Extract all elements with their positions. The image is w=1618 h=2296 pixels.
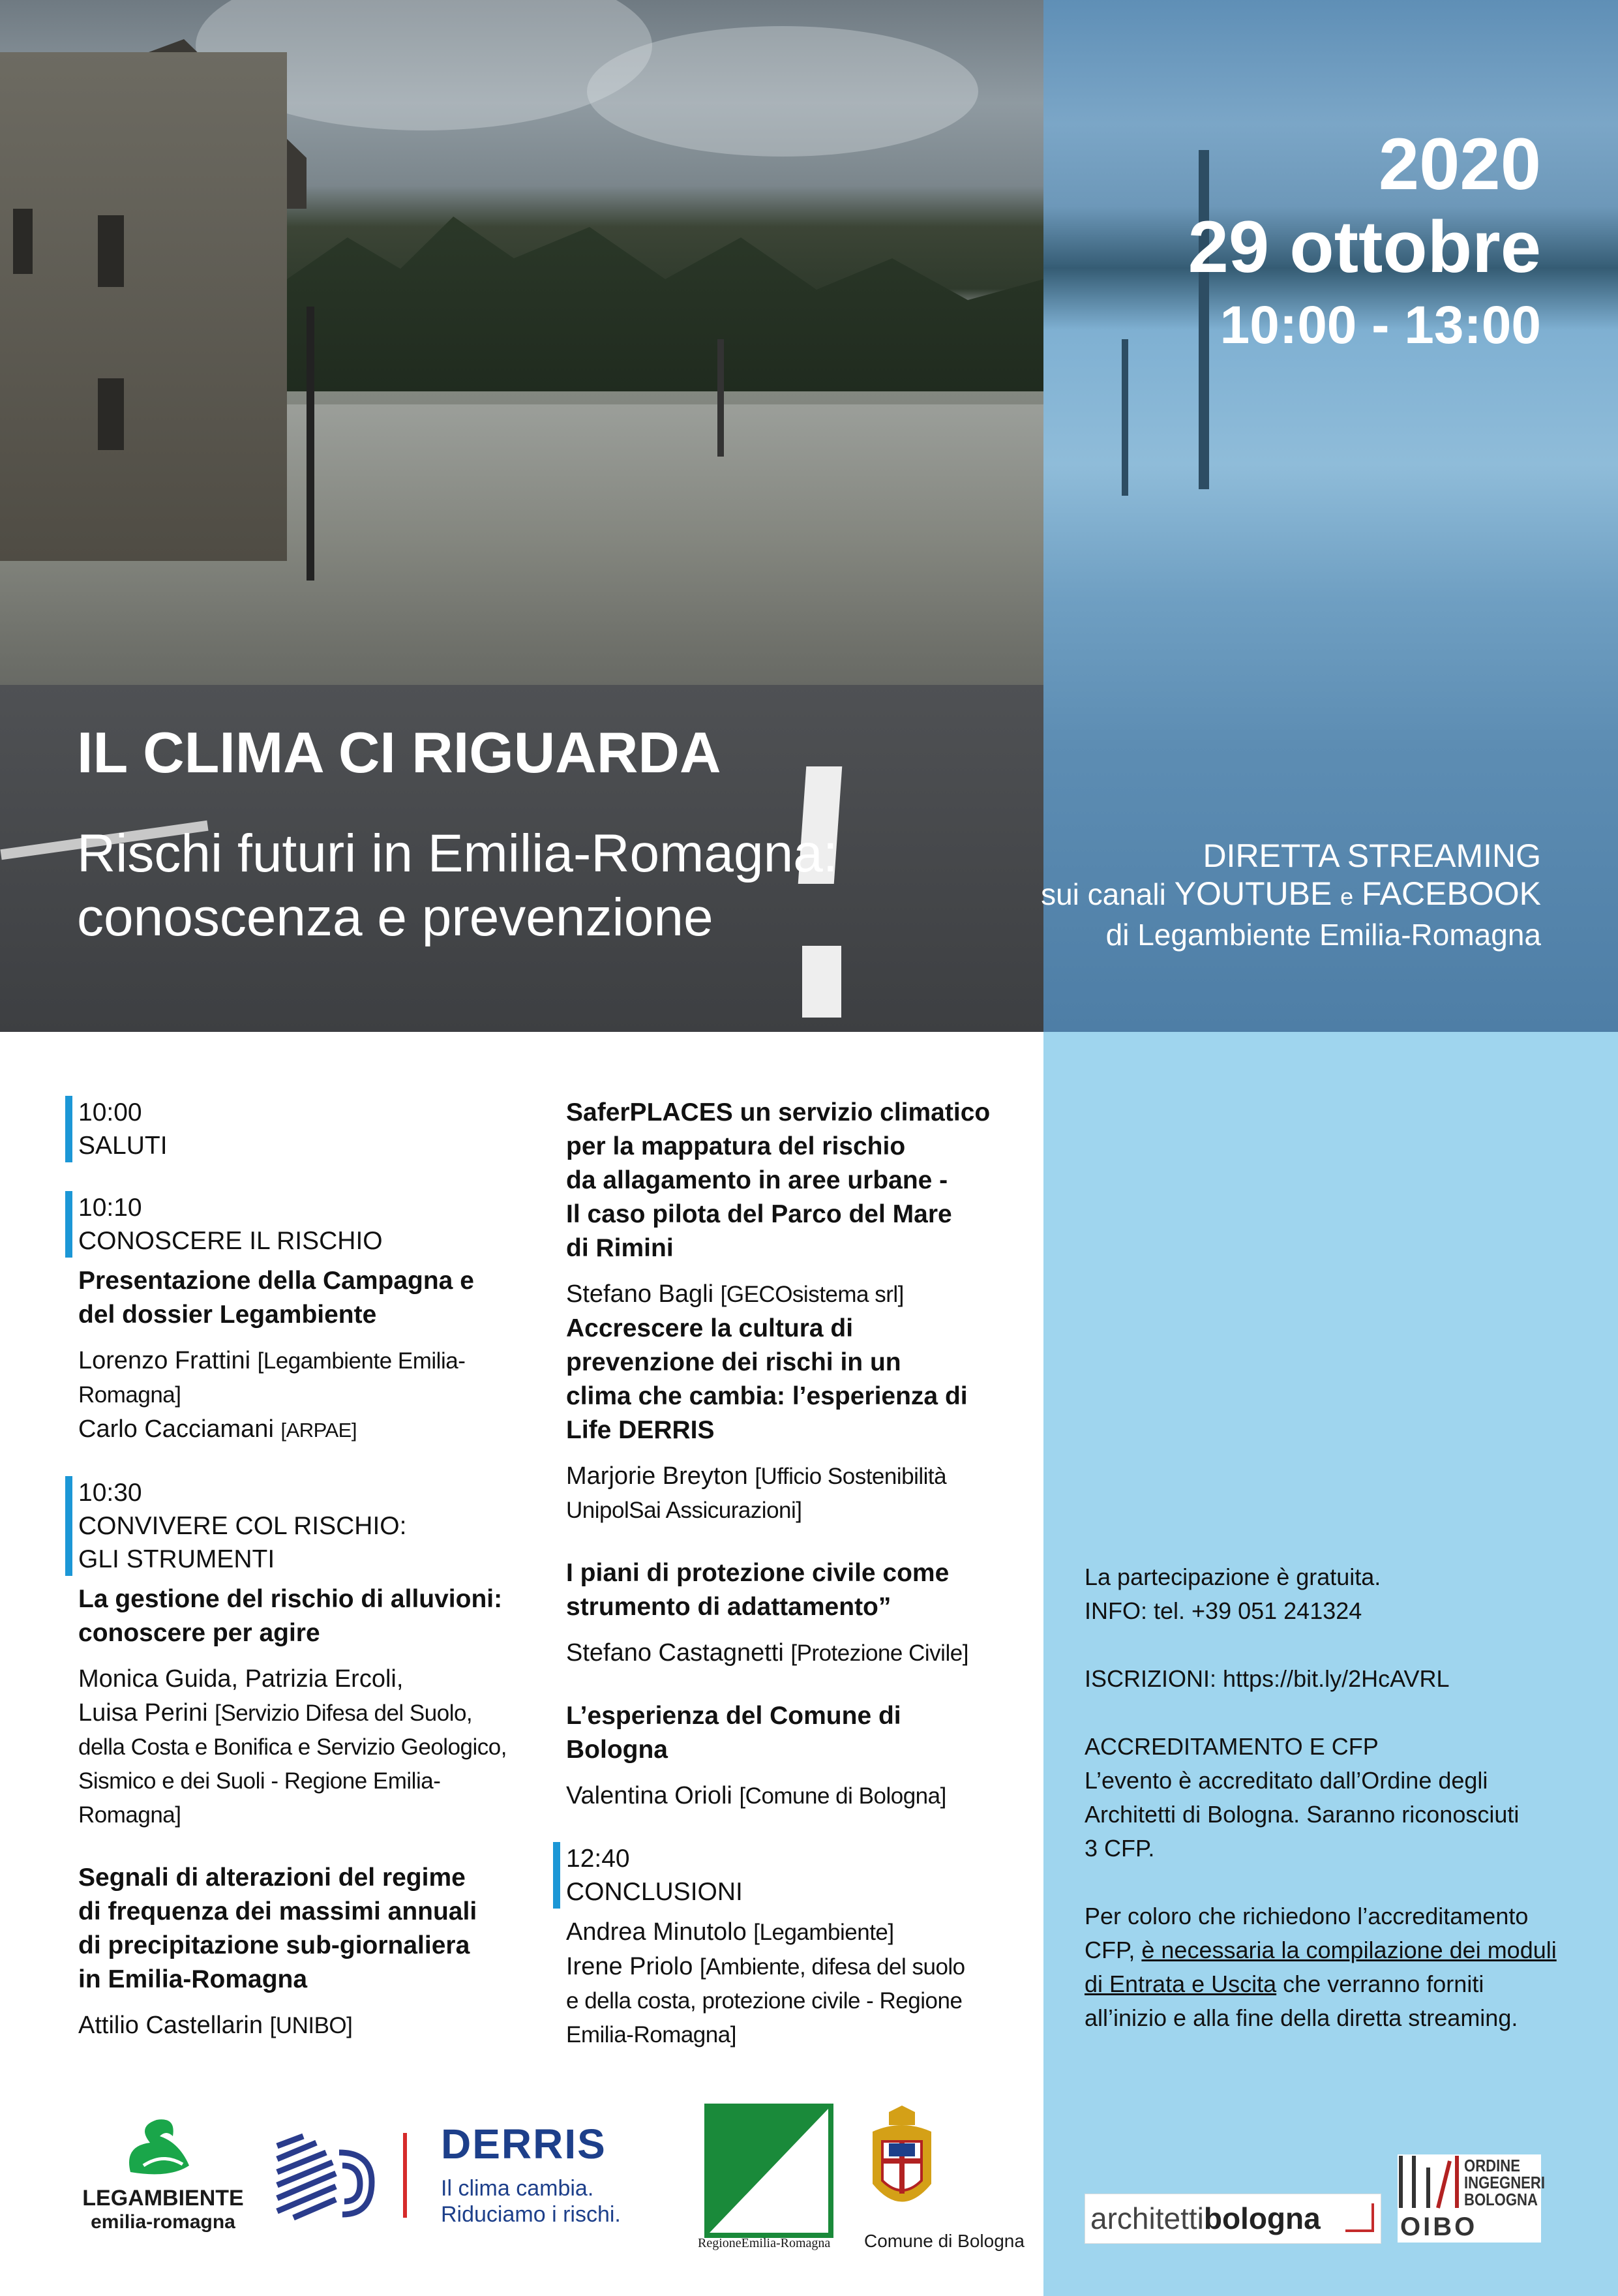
- cfp-heading: ACCREDITAMENTO E CFP: [1085, 1733, 1379, 1760]
- youtube-label: YOUTUBE: [1174, 875, 1332, 912]
- slot-time: 10:30: [78, 1479, 142, 1507]
- speaker-name: Monica Guida, Patrizia Ercoli,: [78, 1665, 404, 1693]
- event-time: 10:00 - 13:00: [1220, 295, 1541, 355]
- talk-title-line: L’esperienza del Comune di: [566, 1702, 901, 1730]
- streaming-pre: sui canali: [1041, 877, 1166, 911]
- talk-speakers: [78, 2008, 535, 2043]
- slot-label: CONOSCERE IL RISCHIO: [78, 1227, 383, 1255]
- speaker-line: [566, 1950, 1030, 1984]
- talk-speakers: [566, 1277, 1030, 1312]
- speaker-affiliation: [Legambiente Emilia-: [257, 1348, 466, 1374]
- derris-tagline: [441, 2175, 621, 2228]
- regione-triangle-icon: [710, 2109, 828, 2233]
- derris-tagline-line: Riduciamo i rischi.: [441, 2202, 621, 2227]
- talk-title: [566, 1312, 1030, 1447]
- legambiente-name: LEGAMBIENTE: [82, 2186, 244, 2211]
- regione-logo: [704, 2104, 833, 2238]
- talk-title-line: Life DERRIS: [566, 1416, 715, 1444]
- time-slot: [65, 1476, 535, 1576]
- oibo-logo: [1398, 2154, 1546, 2243]
- cloud: [587, 26, 978, 157]
- sign-pole: [717, 339, 724, 457]
- speaker-affiliation: Emilia-Romagna]: [566, 2022, 736, 2047]
- talk-speakers: [566, 1779, 1030, 1813]
- time-slot: [553, 1842, 1030, 1909]
- speaker-line: [78, 1696, 535, 1730]
- speaker-affiliation: [GECOsistema srl]: [720, 1282, 904, 1307]
- event-title: IL CLIMA CI RIGUARDA: [77, 720, 721, 785]
- derris-tagline-line: Il clima cambia.: [441, 2176, 594, 2201]
- conjunction: e: [1340, 883, 1354, 910]
- modules-link[interactable]: è necessaria la compilazione dei moduli: [1141, 1937, 1557, 1963]
- speaker-line: [566, 1459, 1030, 1494]
- talk-title: [566, 1699, 1030, 1767]
- slot-label: CONVIVERE COL RISCHIO:: [78, 1512, 407, 1540]
- bologna-crest-icon: [860, 2106, 944, 2226]
- legambiente-region: emilia-romagna: [91, 2211, 235, 2233]
- speaker-affiliation: [UNIBO]: [269, 2013, 353, 2038]
- talk-title-line: del dossier Legambiente: [78, 1301, 377, 1329]
- speaker-affiliation: Romagna]: [78, 1802, 181, 1828]
- talk-speakers: [566, 1915, 1030, 2052]
- talk-title-line: Bologna: [566, 1736, 668, 1764]
- slot-time: 10:10: [78, 1194, 142, 1222]
- facebook-label: FACEBOOK: [1361, 875, 1541, 912]
- talk-title-line: Il caso pilota del Parco del Mare: [566, 1200, 952, 1228]
- sign-pole: [1122, 339, 1128, 496]
- talk-title-line: da allagamento in aree urbane -: [566, 1166, 948, 1194]
- talk-title-line: prevenzione dei rischi in un: [566, 1348, 901, 1376]
- talk-title-line: di precipitazione sub-giornaliera: [78, 1931, 470, 1959]
- cfp-text: L’evento è accreditato dall’Ordine degli: [1085, 1767, 1488, 1794]
- subtitle-line: Rischi futuri in Emilia-Romagna:: [77, 824, 838, 883]
- speaker-name: Luisa Perini: [78, 1699, 208, 1727]
- streaming-host: di Legambiente Emilia-Romagna: [1105, 918, 1541, 952]
- derris-wave-icon: [274, 2133, 378, 2221]
- req-text: [1085, 1967, 1567, 2001]
- talk-title: [566, 1096, 1030, 1265]
- speaker-line: [78, 1344, 535, 1378]
- talk-title: [566, 1556, 1030, 1624]
- free-note: La partecipazione è gratuita.: [1085, 1563, 1381, 1590]
- event-day: 29 ottobre: [1188, 206, 1541, 288]
- subtitle-line: conoscenza e prevenzione: [77, 888, 713, 947]
- talk-title-line: di frequenza dei massimi annuali: [78, 1897, 477, 1926]
- speaker-line: [78, 1412, 535, 1447]
- speaker-affiliation: Sismico e dei Suoli - Regione Emilia-: [78, 1768, 441, 1794]
- talk-speakers: [78, 1662, 535, 1832]
- arch-mark-icon: [1345, 2203, 1374, 2232]
- speaker-affiliation: [Ufficio Sostenibilità: [755, 1464, 947, 1489]
- oibo-line: INGEGNERI: [1464, 2173, 1546, 2192]
- comune-label: Comune di Bologna: [864, 2231, 1025, 2251]
- req-text: CFP,: [1085, 1937, 1135, 1963]
- program-column-2: [561, 1096, 1030, 2052]
- treeline: [287, 196, 1043, 404]
- oibo-line: ORDINE: [1464, 2156, 1520, 2175]
- talk-title: [78, 1861, 535, 1997]
- speaker-name: Stefano Castagnetti: [566, 1639, 784, 1667]
- program-column-1: [65, 1096, 535, 2043]
- speaker-line: [566, 1636, 1030, 1670]
- talk-title-line: in Emilia-Romagna: [78, 1965, 308, 1993]
- speaker-line: [78, 2008, 535, 2043]
- speaker-affiliation: [ARPAE]: [280, 1419, 357, 1442]
- speaker-name: Irene Priolo: [566, 1953, 693, 1980]
- window: [98, 215, 124, 287]
- slot-time: 12:40: [566, 1845, 630, 1873]
- slot-label: GLI STRUMENTI: [78, 1545, 275, 1573]
- speaker-affiliation: [Protezione Civile]: [790, 1640, 968, 1666]
- oibo-acronym: OIBO: [1400, 2213, 1478, 2241]
- talk-title-line: Accrescere la cultura di: [566, 1314, 854, 1342]
- speaker-affiliation: [Ambiente, difesa del suolo: [699, 1954, 965, 1980]
- talk-title-line: Segnali di alterazioni del regime: [78, 1864, 466, 1892]
- signup-link[interactable]: ISCRIZIONI: https://bit.ly/2HcAVRL: [1085, 1665, 1450, 1692]
- time-slot: [65, 1191, 535, 1258]
- streaming-channels: [1041, 875, 1541, 916]
- speaker-line: [566, 1277, 1030, 1312]
- talk-title-line: La gestione del rischio di alluvioni:: [78, 1585, 503, 1613]
- speaker-name: Stefano Bagli: [566, 1280, 714, 1308]
- speaker-line: [566, 1779, 1030, 1813]
- architetti-bologna-logo: [1085, 2194, 1381, 2244]
- flooded-house: [0, 52, 287, 561]
- speaker-affiliation: Romagna]: [78, 1382, 181, 1408]
- legambiente-logo: [72, 2107, 254, 2244]
- streaming-heading: DIRETTA STREAMING: [1203, 838, 1541, 874]
- talk-title-line: di Rimini: [566, 1234, 674, 1262]
- talk-title-line: I piani di protezione civile come: [566, 1559, 950, 1587]
- event-year: 2020: [1378, 123, 1541, 205]
- talk-title-line: conoscere per agire: [78, 1619, 320, 1647]
- speaker-affiliation: [Legambiente]: [753, 1920, 894, 1945]
- oibo-title: [1464, 2157, 1545, 2208]
- talk-speakers: [566, 1459, 1030, 1528]
- derris-logo-title: DERRIS: [441, 2121, 607, 2168]
- talk-speakers: [78, 1344, 535, 1447]
- regione-label: RegioneEmilia-Romagna: [698, 2236, 831, 2250]
- speaker-name: Lorenzo Frattini: [78, 1347, 251, 1374]
- swan-icon: [117, 2107, 209, 2185]
- talk-title-line: strumento di adattamento”: [566, 1593, 891, 1621]
- speaker-affiliation: della Costa e Bonifica e Servizio Geologico,: [78, 1734, 507, 1760]
- modules-link[interactable]: di Entrata e Uscita: [1085, 1971, 1277, 1997]
- streaming-info: [1041, 837, 1541, 954]
- event-subtitle: [77, 822, 1055, 950]
- cfp-text: Architetti di Bologna. Saranno riconosciuti: [1085, 1801, 1520, 1828]
- req-text: all’inizio e alla fine della diretta streaming.: [1085, 2004, 1518, 2031]
- speaker-affiliation: e della costa, protezione civile - Regione: [566, 1988, 963, 2014]
- info-block: [1085, 1560, 1567, 2035]
- speaker-name: Valentina Orioli: [566, 1782, 732, 1809]
- logo-divider: [403, 2133, 407, 2218]
- contact-phone[interactable]: INFO: tel. +39 051 241324: [1085, 1597, 1362, 1624]
- cfp-text: 3 CFP.: [1085, 1835, 1155, 1862]
- oibo-line: BOLOGNA: [1464, 2190, 1538, 2209]
- window: [13, 209, 33, 274]
- talk-title-line: Presentazione della Campagna e: [78, 1267, 474, 1295]
- talk-title-line: clima che cambia: l’esperienza di: [566, 1382, 968, 1410]
- talk-title: [78, 1582, 535, 1650]
- slot-label: SALUTI: [78, 1132, 168, 1160]
- talk-title: [78, 1264, 535, 1332]
- talk-title-line: SaferPLACES un servizio climatico: [566, 1098, 991, 1126]
- req-text: Per coloro che richiedono l’accreditamento: [1085, 1903, 1529, 1929]
- speaker-name: Attilio Castellarin: [78, 2012, 263, 2039]
- speaker-affiliation: [Servizio Difesa del Suolo,: [215, 1700, 473, 1726]
- req-text: che verranno forniti: [1283, 1971, 1484, 1997]
- window: [98, 378, 124, 450]
- speaker-affiliation: [Comune di Bologna]: [739, 1783, 946, 1809]
- slot-label: CONCLUSIONI: [566, 1878, 743, 1906]
- road-marking: [802, 946, 841, 1018]
- speaker-name: Andrea Minutolo: [566, 1918, 747, 1946]
- req-text: [1085, 1933, 1567, 1967]
- time-slot: [65, 1096, 535, 1162]
- speaker-affiliation: UnipolSai Assicurazioni]: [566, 1498, 802, 1523]
- speaker-line: [566, 1915, 1030, 1950]
- talk-title-line: per la mappatura del rischio: [566, 1132, 906, 1160]
- speaker-name: Marjorie Breyton: [566, 1462, 748, 1490]
- arch-text: architetti: [1090, 2201, 1204, 2235]
- arch-text-bold: bologna: [1203, 2201, 1321, 2235]
- slot-time: 10:00: [78, 1098, 142, 1126]
- talk-speakers: [566, 1636, 1030, 1670]
- speaker-name: Carlo Cacciamani: [78, 1415, 274, 1443]
- event-date-block: [1188, 124, 1541, 361]
- sign-pole: [307, 307, 314, 581]
